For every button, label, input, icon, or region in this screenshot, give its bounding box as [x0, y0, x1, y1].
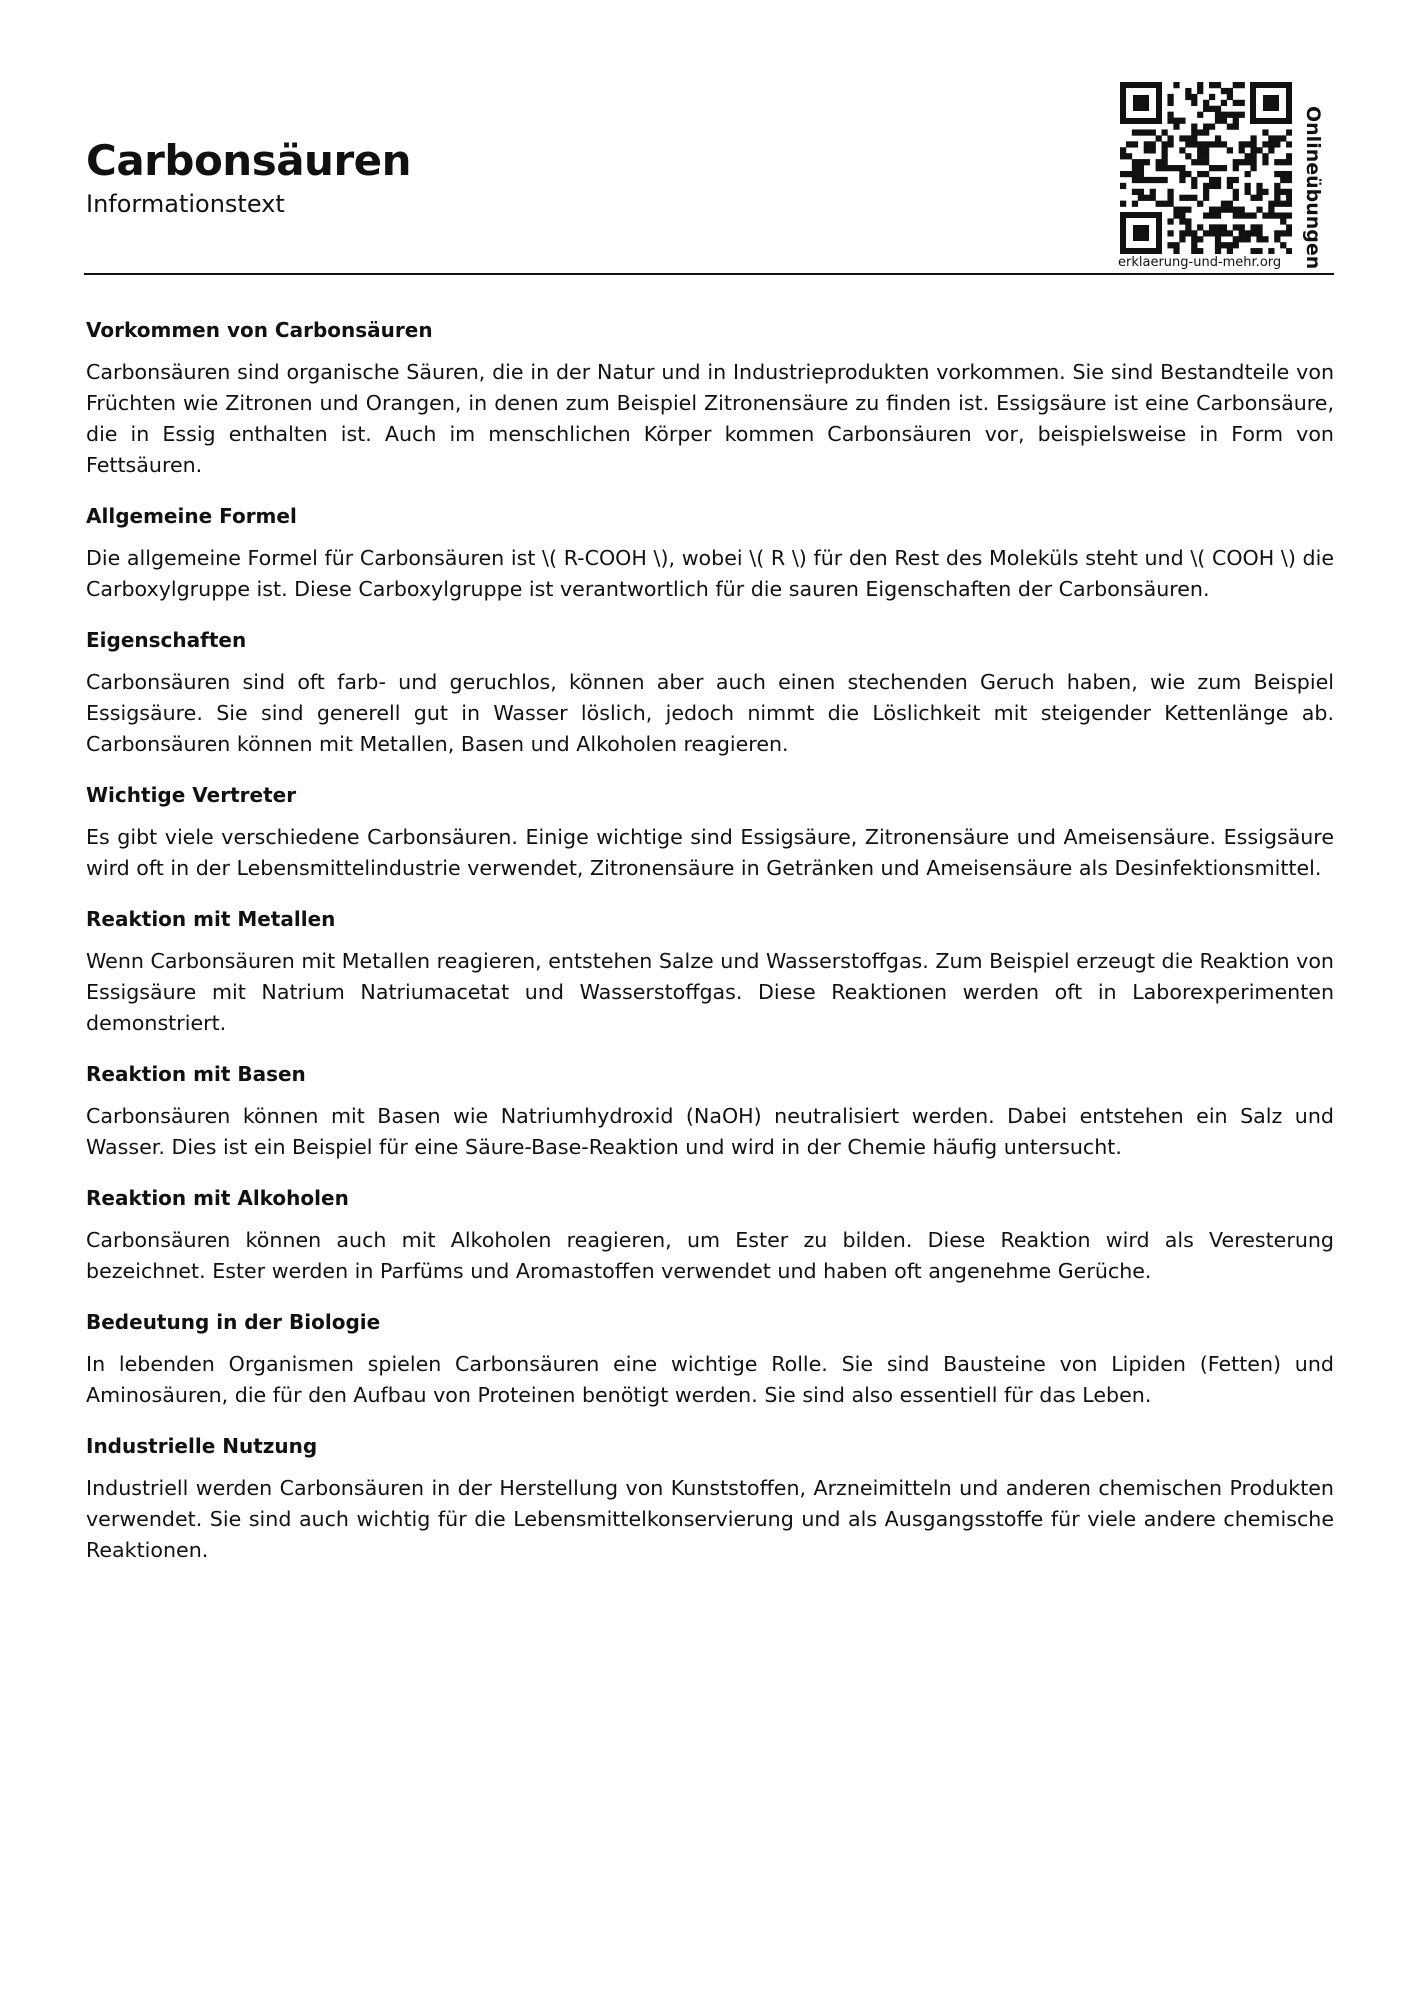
section-text: Carbonsäuren können auch mit Alkoholen reagieren, um Ester zu bilden. Diese Reaktion wird als Veresterung bezeichnet. Ester werden in Parfüms und Aromastoffen verwendet und haben oft angenehme Gerüche. [86, 1228, 1334, 1283]
section-wichtige-vertreter [86, 780, 1334, 884]
document-body [86, 315, 1334, 1586]
section-vorkommen [86, 315, 1334, 481]
section-heading: Reaktion mit Basen [86, 1062, 306, 1086]
section-heading: Vorkommen von Carbonsäuren [86, 318, 433, 342]
section-bedeutung-biologie [86, 1307, 1334, 1411]
onlineuebungen-label: Onlineübungen [1302, 106, 1324, 270]
section-text: Industriell werden Carbonsäuren in der Herstellung von Kunststoffen, Arzneimitteln und anderen chemischen Produkten verwendet. Sie sind auch wichtig für die Lebensmittelkonservierung und als Ausgangsstoffe für viele andere chemische Reaktionen. [86, 1476, 1334, 1562]
section-text: In lebenden Organismen spielen Carbonsäuren eine wichtige Rolle. Sie sind Bausteine von Lipiden (Fetten) und Aminosäuren, die für den Aufbau von Proteinen benötigt werden. Sie sind also essentiell für das Leben. [86, 1352, 1334, 1407]
section-text: Die allgemeine Formel für Carbonsäuren ist \( R-COOH \), wobei \( R \) für den Rest des Moleküls steht und \( COOH \) die Carboxylgruppe ist. Diese Carboxylgruppe ist verantwortlich für die sauren Eigenschaften der Carbonsäuren. [86, 546, 1334, 601]
section-text: Wenn Carbonsäuren mit Metallen reagieren, entstehen Salze und Wasserstoffgas. Zum Beispiel erzeugt die Reaktion von Essigsäure mit Natrium Natriumacetat und Wasserstoffgas. Diese Reaktionen werden oft in Laborexperimenten demonstriert. [86, 949, 1334, 1035]
section-heading: Allgemeine Formel [86, 504, 297, 528]
qr-code-icon[interactable] [1120, 82, 1292, 254]
section-text: Carbonsäuren sind organische Säuren, die in der Natur und in Industrieprodukten vorkommen. Sie sind Bestandteile von Früchten wie Zitronen und Orangen, in denen zum Beispiel Zitronensäure zu finden ist. Essigsäure ist eine Carbonsäure, die in Essig enthalten ist. Auch im menschlichen Körper kommen Carbonsäuren vor, beispielsweise in Form von Fettsäuren. [86, 360, 1334, 477]
section-industrielle-nutzung [86, 1431, 1334, 1566]
section-reaktion-metallen [86, 904, 1334, 1039]
section-text: Es gibt viele verschiedene Carbonsäuren. Einige wichtige sind Essigsäure, Zitronensäure und Ameisensäure. Essigsäure wird oft in der Lebensmittelindustrie verwendet, Zitronensäure in Getränken und Ameisensäure als Desinfektionsmittel. [86, 825, 1334, 880]
section-heading: Bedeutung in der Biologie [86, 1310, 381, 1334]
section-heading: Reaktion mit Metallen [86, 907, 336, 931]
section-heading: Wichtige Vertreter [86, 783, 297, 807]
section-heading: Reaktion mit Alkoholen [86, 1186, 349, 1210]
section-heading: Industrielle Nutzung [86, 1434, 318, 1458]
section-text: Carbonsäuren sind oft farb- und geruchlos, können aber auch einen stechenden Geruch haben, wie zum Beispiel Essigsäure. Sie sind generell gut in Wasser löslich, jedoch nimmt die Löslichkeit mit steigender Kettenlänge ab. Carbonsäuren können mit Metallen, Basen und Alkoholen reagieren. [86, 670, 1334, 756]
section-reaktion-alkoholen [86, 1183, 1334, 1287]
page-title: Carbonsäuren [86, 136, 412, 185]
section-eigenschaften [86, 625, 1334, 760]
section-reaktion-basen [86, 1059, 1334, 1163]
section-text: Carbonsäuren können mit Basen wie Natriumhydroxid (NaOH) neutralisiert werden. Dabei entstehen ein Salz und Wasser. Dies ist ein Beispiel für eine Säure-Base-Reaktion und wird in der Chemie häufig untersucht. [86, 1104, 1334, 1159]
page-subtitle: Informationstext [86, 190, 285, 218]
section-heading: Eigenschaften [86, 628, 247, 652]
header-divider [84, 273, 1334, 275]
website-url[interactable]: erklaerung-und-mehr.org [1118, 255, 1282, 270]
section-allgemeine-formel [86, 501, 1334, 605]
